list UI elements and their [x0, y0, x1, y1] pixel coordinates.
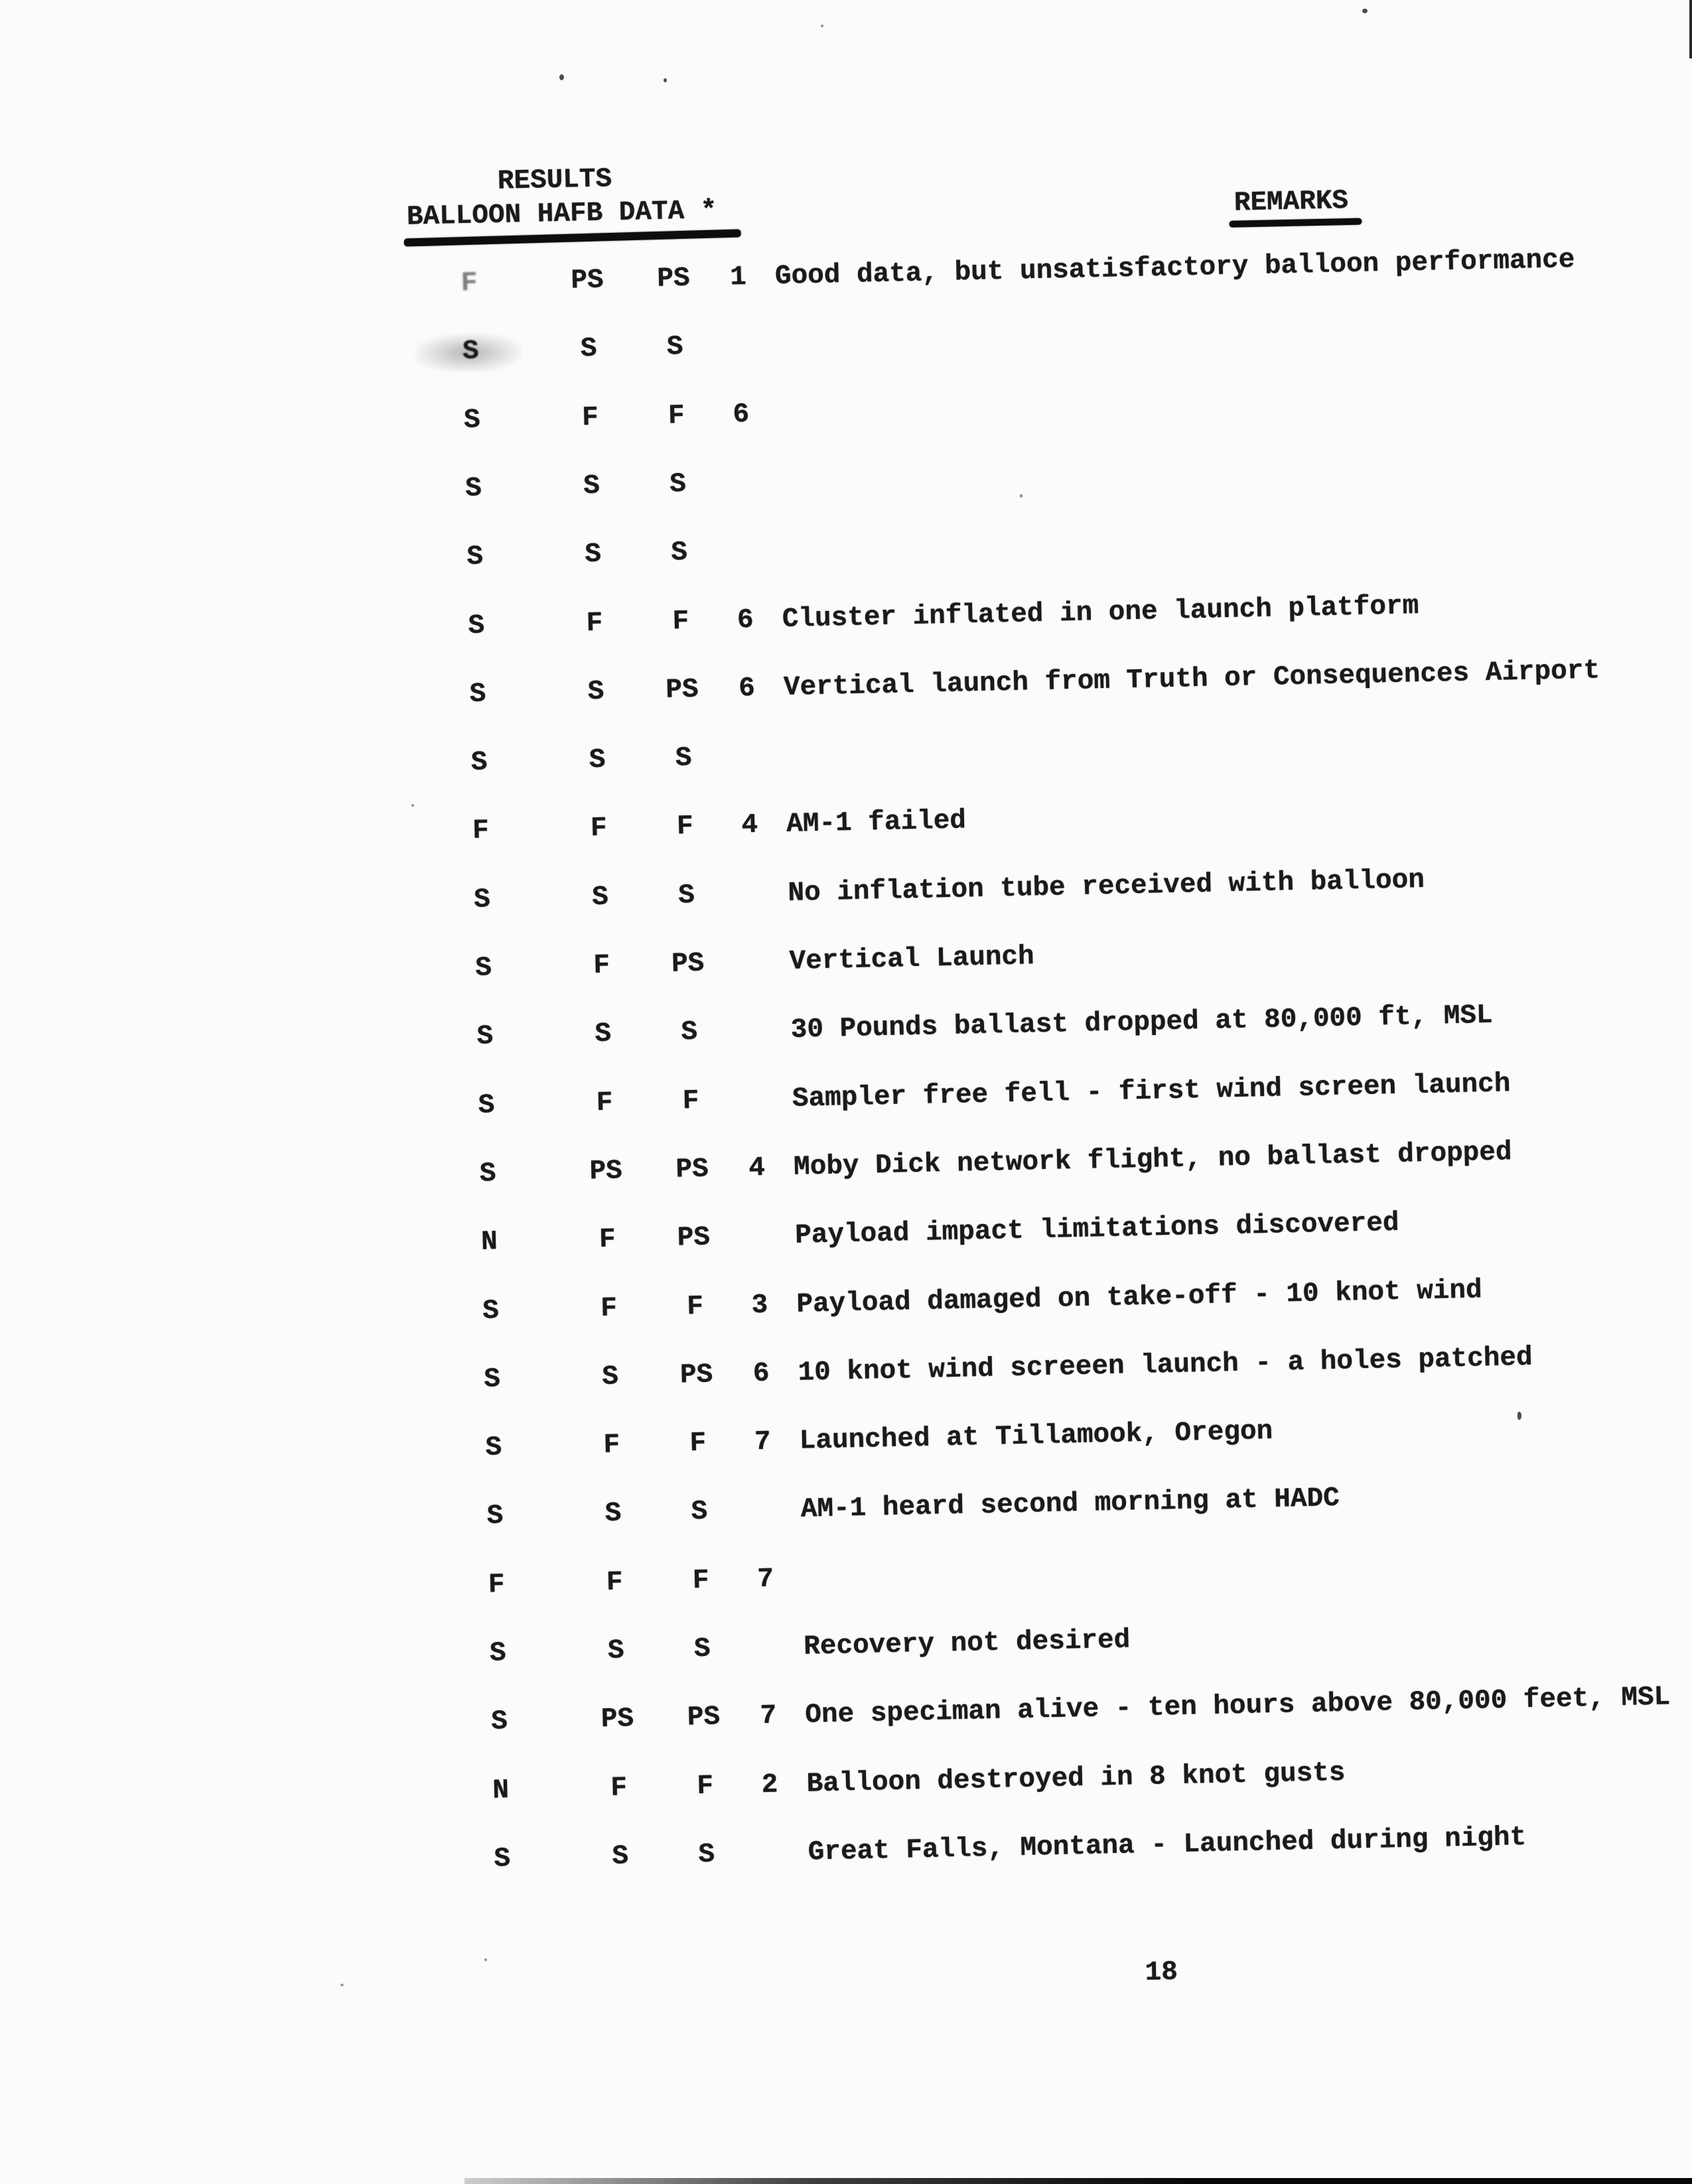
table-row — [20, 1201, 1692, 1268]
cell-num: 7 — [760, 1700, 777, 1732]
cell-data: F — [689, 1428, 707, 1460]
results-header: RESULTS — [497, 164, 612, 197]
table-row — [16, 996, 1692, 1063]
table-row — [13, 859, 1692, 926]
cell-balloon: S — [466, 541, 484, 573]
cell-num — [721, 330, 758, 331]
cell-remark: Cluster inflated in one launch platform — [782, 590, 1419, 635]
cell-num: 6 — [752, 1358, 770, 1390]
cell-data: PS — [665, 674, 699, 706]
cell-hafb: S — [584, 539, 602, 571]
table-row — [9, 653, 1692, 720]
cell-data: PS — [656, 263, 691, 295]
scan-speck — [484, 1958, 487, 1961]
cell-remark: Sampler free fell - first wind screen launch — [792, 1068, 1511, 1115]
cell-hafb: S — [607, 1635, 625, 1667]
cell-balloon: S — [447, 336, 494, 367]
scan-speck — [559, 74, 564, 80]
cell-data: PS — [679, 1359, 713, 1391]
cell-balloon: S — [485, 1432, 502, 1464]
table-row — [19, 1133, 1692, 1200]
cell-balloon: S — [494, 1843, 511, 1875]
cell-balloon: F — [472, 815, 490, 847]
cell-balloon: S — [489, 1638, 507, 1669]
cell-hafb: F — [596, 1087, 613, 1119]
cell-num: 6 — [737, 604, 754, 636]
cell-hafb: F — [599, 1224, 616, 1256]
cell-balloon: S — [490, 1706, 508, 1738]
cell-num: 2 — [761, 1769, 778, 1801]
scan-speck — [664, 78, 667, 82]
cell-remark: 10 knot wind screeen launch - a holes patched — [798, 1342, 1533, 1389]
cell-num — [725, 536, 762, 537]
cell-balloon: S — [479, 1158, 497, 1190]
cell-balloon: S — [478, 1089, 495, 1121]
cell-balloon: S — [474, 953, 492, 984]
cell-remark: Moby Dick network flight, no ballast dropped — [793, 1137, 1512, 1183]
table-row — [27, 1544, 1692, 1611]
cell-hafb: S — [583, 470, 600, 502]
cell-balloon: S — [463, 405, 481, 436]
scan-speck — [1517, 1412, 1521, 1420]
cell-balloon: S — [476, 1021, 494, 1053]
cell-remark: Great Falls, Montana - Launched during night — [808, 1822, 1527, 1868]
cell-hafb: F — [590, 813, 608, 845]
table-row — [11, 790, 1692, 857]
cell-num: 1 — [729, 262, 747, 293]
table-row — [25, 1407, 1692, 1474]
cell-num: 4 — [748, 1152, 766, 1184]
cell-remark: Vertical launch from Truth or Consequences Airport — [783, 655, 1600, 703]
scan-speck — [1020, 494, 1022, 498]
cell-remark: No inflation tube received with balloon — [788, 864, 1425, 909]
cell-remark: Payload impact limitations discovered — [794, 1208, 1399, 1252]
cell-data: F — [692, 1565, 709, 1596]
cell-data: PS — [677, 1222, 711, 1254]
cell-hafb: PS — [571, 265, 604, 297]
table-row — [14, 927, 1692, 994]
cell-balloon: S — [469, 679, 486, 710]
cell-remark: Good data, but unsatisfactory balloon performance — [774, 244, 1575, 293]
cell-data: S — [691, 1497, 708, 1528]
cell-num: 7 — [756, 1564, 774, 1595]
cell-hafb: S — [591, 882, 609, 913]
cell-hafb: S — [587, 676, 604, 708]
cell-balloon: S — [473, 884, 491, 916]
cell-data: S — [693, 1633, 711, 1665]
cell-balloon: F — [460, 267, 478, 299]
cell-data: F — [668, 400, 685, 432]
cell-num: 4 — [741, 810, 758, 841]
cell-num — [746, 1495, 782, 1496]
cell-data: F — [686, 1291, 704, 1322]
table-row — [1, 311, 1692, 378]
cell-remark: AM-1 heard second morning at HADC — [800, 1483, 1340, 1526]
table-row — [10, 722, 1692, 789]
cell-data: S — [677, 880, 695, 912]
cell-hafb: F — [581, 402, 599, 433]
cell-data: S — [666, 332, 684, 363]
cell-hafb: F — [600, 1293, 618, 1324]
scan-bottom-bar — [464, 2178, 1692, 2184]
cell-remark: AM-1 failed — [786, 805, 967, 841]
cell-num: 7 — [754, 1426, 772, 1458]
cell-balloon: F — [488, 1569, 506, 1601]
scan-edge-artifact — [1689, 0, 1692, 58]
cell-hafb: PS — [589, 1156, 623, 1188]
cell-remark: Payload damaged on take-off - 10 knot wind — [796, 1274, 1483, 1320]
table-row — [31, 1749, 1692, 1816]
cell-balloon: N — [492, 1775, 510, 1807]
cell-num — [734, 947, 770, 948]
cell-data: PS — [671, 948, 705, 980]
cell-hafb: F — [586, 608, 603, 639]
scan-speck — [340, 1984, 344, 1986]
cell-hafb: S — [580, 334, 598, 365]
cell-data: S — [681, 1017, 698, 1048]
scan-speck — [1362, 9, 1368, 13]
cell-hafb: S — [612, 1841, 629, 1872]
cell-data: S — [669, 468, 687, 500]
table-row — [4, 448, 1692, 515]
table-row — [26, 1475, 1692, 1542]
remarks-header: REMARKS — [1234, 186, 1349, 219]
cell-num: 3 — [751, 1290, 768, 1321]
cell-hafb: S — [589, 744, 606, 776]
cell-balloon: S — [464, 473, 482, 504]
table-row — [17, 1065, 1692, 1132]
cell-balloon: S — [483, 1364, 501, 1395]
cell-hafb: S — [604, 1498, 622, 1530]
table-row — [21, 1270, 1692, 1337]
cell-data: PS — [687, 1702, 721, 1734]
cell-num — [737, 1084, 774, 1085]
cell-num — [740, 1221, 776, 1222]
scan-speck — [821, 25, 823, 27]
page-number: 18 — [1145, 1957, 1178, 1989]
cell-remark: Balloon destroyed in 8 knot gusts — [806, 1757, 1346, 1800]
scan-speck — [411, 804, 414, 807]
cell-remark: One speciman alive - ten hours above 80,000 feet, MSL — [804, 1682, 1671, 1732]
table-row — [29, 1613, 1692, 1680]
cell-hafb: F — [610, 1772, 628, 1804]
cell-balloon: S — [486, 1501, 504, 1533]
cell-balloon: S — [468, 610, 485, 642]
cell-hafb: PS — [600, 1704, 634, 1736]
cell-data: S — [675, 743, 692, 774]
cell-data: F — [682, 1085, 699, 1117]
cell-remark: Vertical Launch — [789, 941, 1035, 977]
cell-hafb: S — [595, 1018, 612, 1050]
cell-hafb: F — [603, 1430, 620, 1462]
cell-hafb: F — [593, 950, 610, 982]
cell-data: S — [698, 1839, 715, 1871]
cell-remark: 30 Pounds ballast dropped at 80,000 ft, MSL — [790, 1000, 1494, 1046]
cell-hafb: F — [606, 1567, 623, 1598]
cell-balloon: S — [482, 1295, 500, 1327]
table-row — [3, 379, 1692, 446]
cell-num — [733, 878, 769, 879]
cell-hafb: S — [601, 1361, 619, 1393]
table-row — [30, 1681, 1692, 1748]
cell-num — [748, 1632, 785, 1633]
cell-data: F — [696, 1771, 714, 1802]
cell-remark: Recovery not desired — [803, 1625, 1131, 1663]
table-row — [33, 1818, 1692, 1885]
cell-num: 6 — [738, 673, 756, 705]
cell-data: S — [670, 537, 688, 569]
cell-balloon: S — [470, 747, 488, 779]
cell-balloon: N — [480, 1227, 498, 1258]
table-row — [0, 242, 1692, 309]
table-row — [7, 585, 1692, 652]
cell-data: PS — [675, 1154, 709, 1186]
columns-header: BALLOON HAFB DATA * — [406, 196, 717, 233]
cell-num: 6 — [733, 399, 750, 431]
table-row — [23, 1339, 1692, 1406]
cell-remark: Launched at Tillamook, Oregon — [799, 1416, 1273, 1457]
cell-data: F — [672, 606, 689, 638]
table-row — [5, 516, 1692, 583]
cell-data: F — [676, 811, 694, 843]
